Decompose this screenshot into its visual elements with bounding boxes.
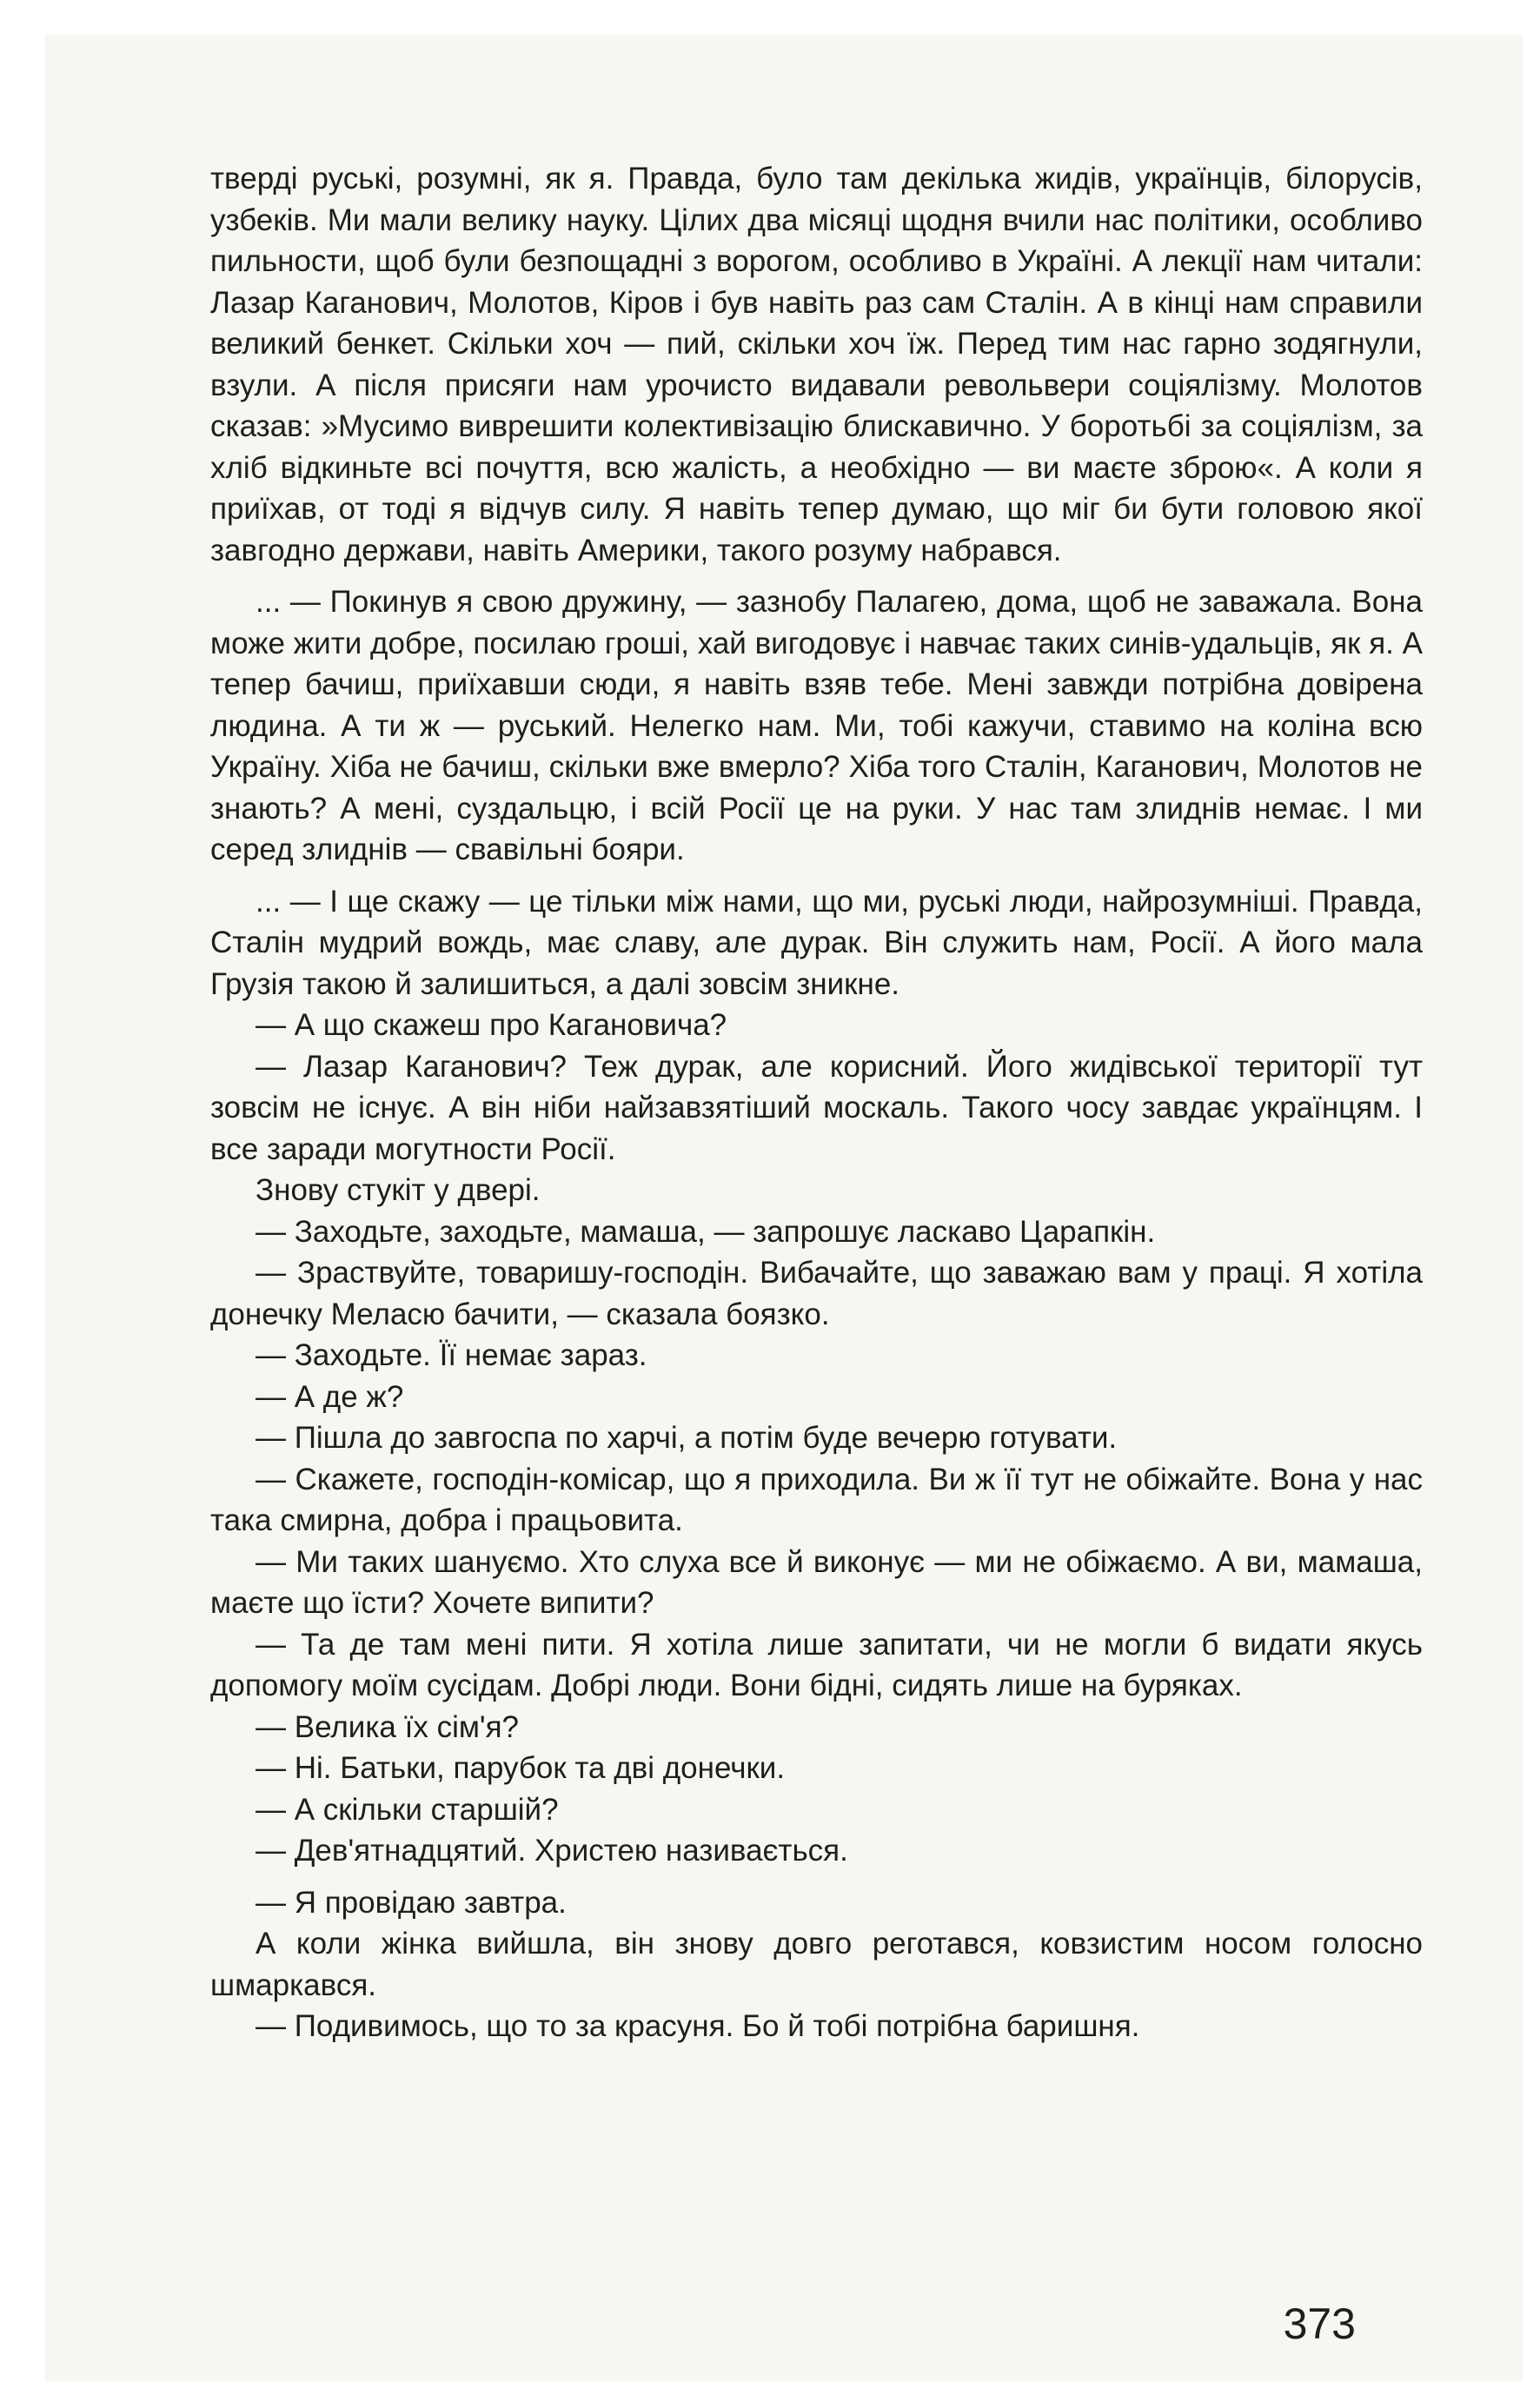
paragraph-10: — А де ж?	[256, 1379, 404, 1414]
paragraph-2: ... — Покинув я свою дружину, — зазнобу Палагею, дома, щоб не заважала. Вона може жити добре, посилаю гроші, хай вигодовує і навчає таких синів-удальців, як я. А тепер бачиш, приїхавши сюди, я навіть взяв тебе. Мені завжди потрібна довірена людина. А ти ж — руський. Нелегко нам. Ми, тобі кажучи, ставимо на коліна всю Україну. Хіба не бачиш, скільки вже вмерло? Хіба того Сталін, Каганович, Молотов не знають? А мені, суздальцю, і всій Росії це на руки. У нас там злиднів немає. І ми серед злиднів — свавільні бояри.	[210, 585, 1423, 866]
paragraph-6: Знову стукіт у двері.	[256, 1173, 541, 1207]
paragraph-19: — Я провідаю завтра.	[256, 1885, 567, 1920]
paragraph-7: — Заходьте, заходьте, мамаша, — запрошує ласкаво Царапкін.	[256, 1214, 1156, 1249]
book-page	[45, 35, 1523, 2381]
paragraph-8: — Зраствуйте, товаришу-господін. Вибачайте, що заважаю вам у праці. Я хотіла донечку Меласю бачити, — сказала боязко.	[210, 1256, 1423, 1331]
body-text	[210, 158, 1423, 2047]
paragraph-11: — Пішла до завгоспа по харчі, а потім буде вечерю готувати.	[256, 1421, 1118, 1455]
paragraph-13: — Ми таких шануємо. Хто слуха все й виконує — ми не обіжаємо. А ви, мамаша, маєте що їсти? Хочете випити?	[210, 1544, 1423, 1620]
paragraph-17: — А скільки старшій?	[256, 1792, 559, 1827]
paragraph-3: ... — І ще скажу — це тільки між нами, що ми, руські люди, найрозумніші. Правда, Сталін мудрий вождь, має славу, але дурак. Він служить нам, Росії. А його мала Грузія такою й залишиться, а далі зовсім зникне.	[210, 884, 1423, 1001]
paragraph-16: — Ні. Батьки, парубок та дві донечки.	[256, 1751, 786, 1785]
paragraph-15: — Велика їх сім'я?	[256, 1709, 520, 1744]
paragraph-18: — Дев'ятнадцятий. Христею називається.	[256, 1834, 848, 1868]
page-number: 373	[1283, 2299, 1356, 2348]
paragraph-9: — Заходьте. Її немає зараз.	[256, 1338, 647, 1372]
paragraph-14: — Та де там мені пити. Я хотіла лише запитати, чи не могли б видати якусь допомогу моїм сусідам. Добрі люди. Вони бідні, сидять лише на буряках.	[210, 1627, 1423, 1702]
paragraph-5: — Лазар Каганович? Теж дурак, але корисний. Його жидівської території тут зовсім не існує. А він ніби найзавзятіший москаль. Такого чосу завдає українцям. І все заради могутности Росії.	[210, 1049, 1423, 1166]
paragraph-12: — Скажете, господін-комісар, що я приходила. Ви ж її тут не обіжайте. Вона у нас така смирна, добра і працьовита.	[210, 1462, 1423, 1537]
paragraph-20: А коли жінка вийшла, він знову довго реготався, ковзистим носом голосно шмаркався.	[210, 1927, 1423, 2002]
paragraph-21: — Подивимось, що то за красуня. Бо й тобі потрібна баришня.	[256, 2009, 1140, 2043]
paragraph-4: — А що скажеш про Кагановича?	[256, 1008, 727, 1042]
paragraph-1: тверді руські, розумні, як я. Правда, було там декілька жидів, українців, білорусів, узбеків. Ми мали велику науку. Цілих два місяці щодня вчили нас політики, особливо пильности, щоб були безпощадні з ворогом, особливо в Україні. А лекції нам читали: Лазар Каганович, Молотов, Кіров і був навіть раз сам Сталін. А в кінці нам справили великий бенкет. Скільки хоч — пий, скільки хоч їж. Перед тим нас гарно зодягнули, взули. А після присяги нам урочисто видавали револьвери соціялізму. Молотов сказав: »Мусимо виврешити колективізацію блискавично. У боротьбі за соціялізм, за хліб відкиньте всі почуття, всю жалість, а необхідно — ви маєте зброю«. А коли я приїхав, от тоді я відчув силу. Я навіть тепер думаю, що міг би бути головою якої завгодно держави, навіть Америки, такого розуму набрався.	[210, 162, 1423, 567]
